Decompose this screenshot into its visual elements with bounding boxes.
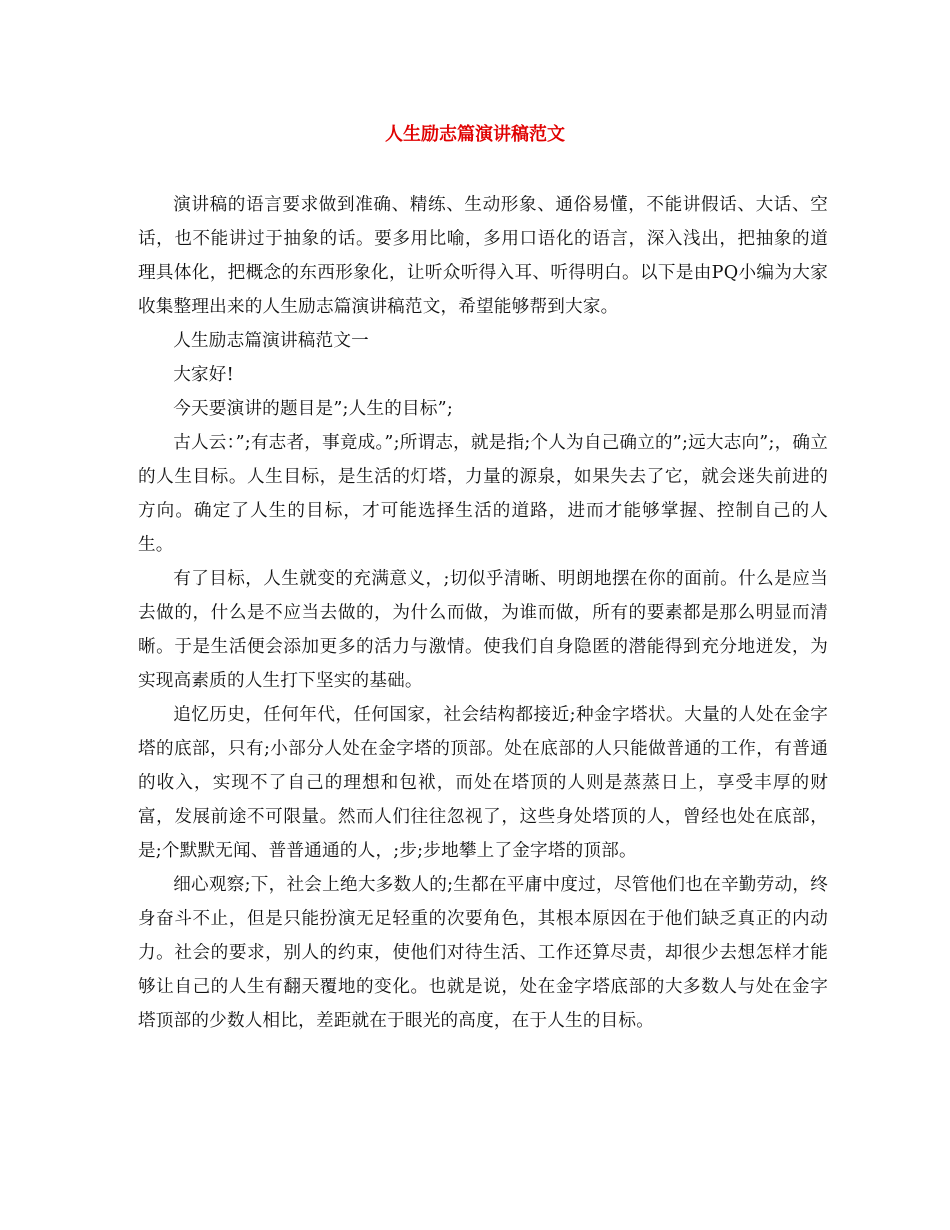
paragraph-intro: 演讲稿的语言要求做到准确、精练、生动形象、通俗易懂，不能讲假话、大话、空话，也不能讲过于抽象的话。要多用比喻，多用口语化的语言，深入浅出，把抽象的道理具体化，把概念的东西形象化，让听众听得入耳、听得明白。以下是由PQ小编为大家收集整理出来的人生励志篇演讲稿范文，希望能够帮到大家。	[138, 195, 828, 317]
paragraph-greeting: 大家好!	[173, 365, 234, 385]
paragraph-body-1: 古人云：”;有志者，事竟成。”;所谓志，就是指;个人为自己确立的”;远大志向”;，确立的人生目标。人生目标，是生活的灯塔，力量的源泉，如果失去了它，就会迷失前进的方向。确定了人生的目标，才可能选择生活的道路，进而才能够掌握、控制自己的人生。	[138, 433, 828, 555]
document-body	[138, 188, 828, 1038]
document-title: 人生励志篇演讲稿范文	[385, 124, 565, 145]
paragraph-subtitle: 人生励志篇演讲稿范文一	[173, 331, 369, 351]
paragraph-body-2: 有了目标，人生就变的充满意义，;切似乎清晰、明朗地摆在你的面前。什么是应当去做的，什么是不应当去做的，为什么而做，为谁而做，所有的要素都是那么明显而清晰。于是生活便会添加更多的活力与激情。使我们自身隐匿的潜能得到充分地迸发，为实现高素质的人生打下坚实的基础。	[138, 569, 828, 691]
paragraph-body-3: 追忆历史，任何年代，任何国家，社会结构都接近;种金字塔状。大量的人处在金字塔的底部，只有;小部分人处在金字塔的顶部。处在底部的人只能做普通的工作，有普通的收入，实现不了自己的理想和包袱，而处在塔顶的人则是蒸蒸日上，享受丰厚的财富，发展前途不可限量。然而人们往往忽视了，这些身处塔顶的人，曾经也处在底部，是;个默默无闻、普普通通的人，;步;步地攀上了金字塔的顶部。	[138, 705, 828, 861]
paragraph-body-4: 细心观察;下，社会上绝大多数人的;生都在平庸中度过，尽管他们也在辛勤劳动，终身奋斗不止，但是只能扮演无足轻重的次要角色，其根本原因在于他们缺乏真正的内动力。社会的要求，别人的约束，使他们对待生活、工作还算尽责，却很少去想怎样才能够让自己的人生有翻天覆地的变化。也就是说，处在金字塔底部的大多数人与处在金字塔顶部的少数人相比，差距就在于眼光的高度，在于人生的目标。	[138, 875, 828, 1031]
paragraph-topic: 今天要演讲的题目是”;人生的目标”;	[173, 399, 453, 419]
